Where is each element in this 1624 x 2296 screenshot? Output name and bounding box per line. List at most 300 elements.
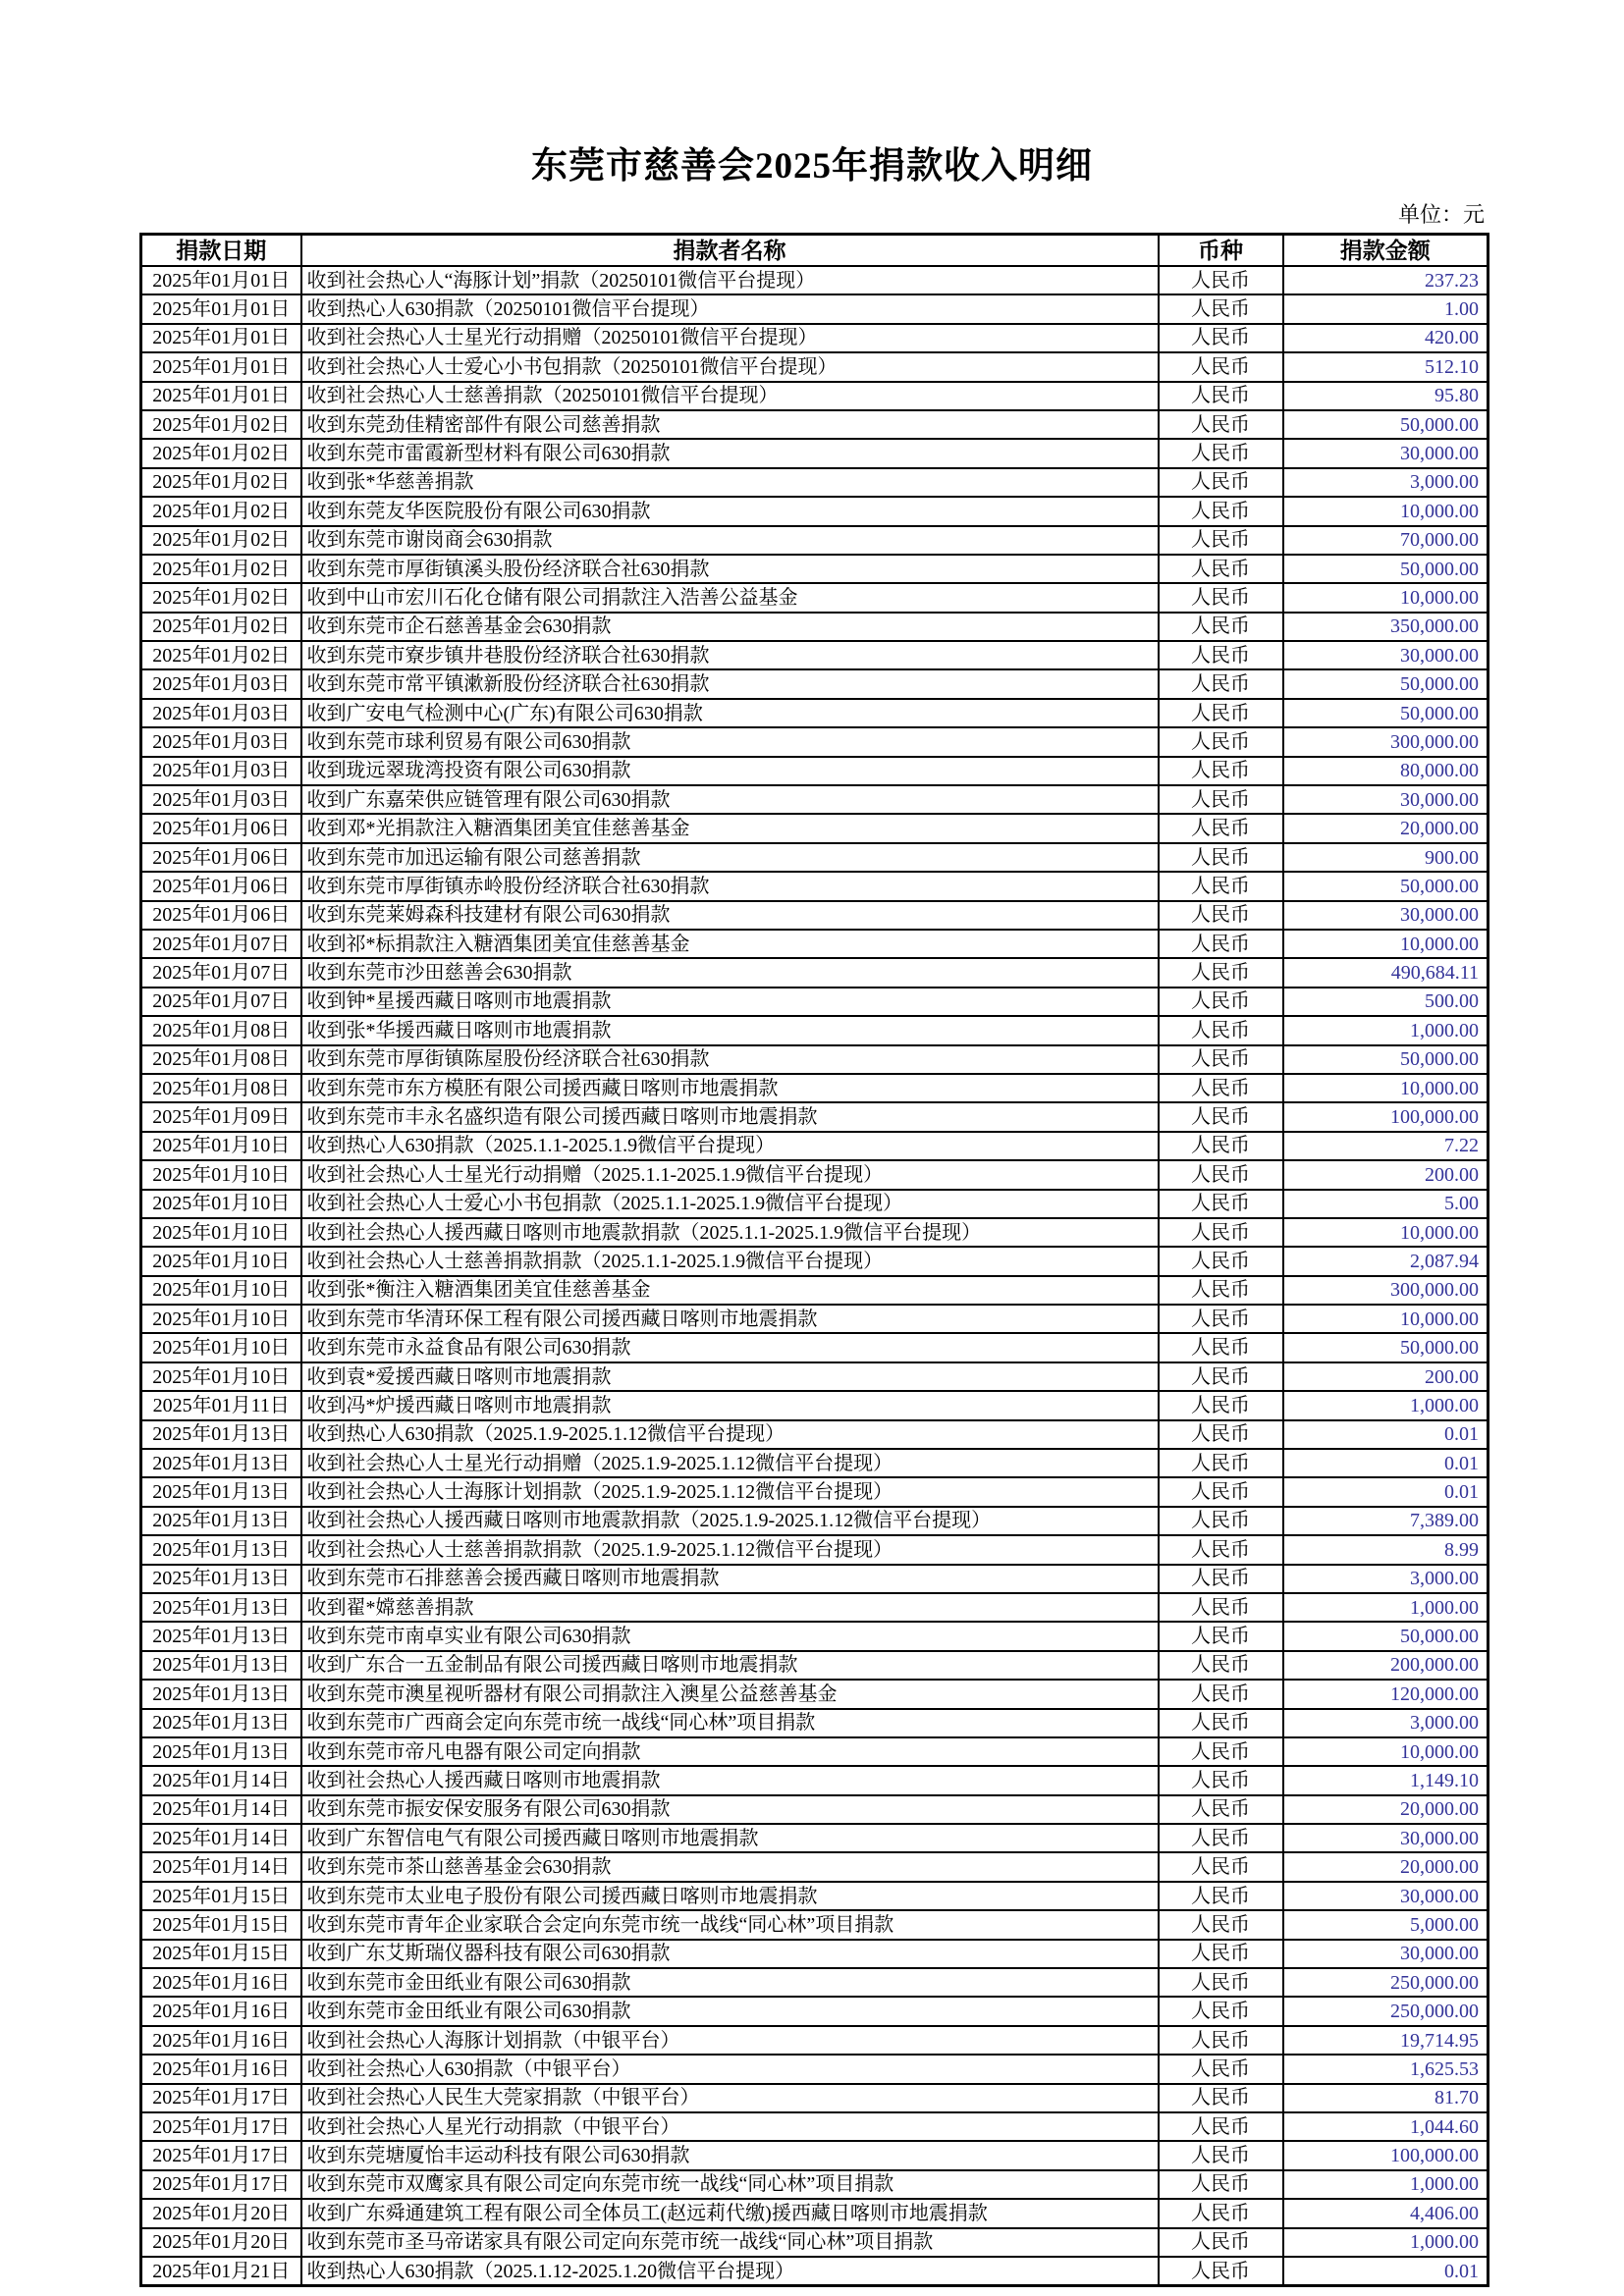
table-row bbox=[141, 1449, 1489, 1477]
amount-cell: 50,000.00 bbox=[1283, 1045, 1489, 1074]
table-row bbox=[141, 1709, 1489, 1737]
table-row bbox=[141, 324, 1489, 352]
currency-cell: 人民币 bbox=[1159, 2257, 1283, 2286]
donation-date-cell: 2025年01月16日 bbox=[141, 2026, 301, 2055]
donor-name-cell: 收到东莞市永益食品有限公司630捐款 bbox=[301, 1333, 1159, 1362]
donor-name-cell: 收到东莞市常平镇漱新股份经济联合社630捐款 bbox=[301, 669, 1159, 698]
currency-cell: 人民币 bbox=[1159, 526, 1283, 555]
table-row bbox=[141, 958, 1489, 987]
column-header-donation-date: 捐款日期 bbox=[141, 235, 301, 267]
donation-date-cell: 2025年01月08日 bbox=[141, 1016, 301, 1044]
amount-cell: 10,000.00 bbox=[1283, 583, 1489, 612]
donor-name-cell: 收到东莞市南卓实业有限公司630捐款 bbox=[301, 1622, 1159, 1650]
donation-date-cell: 2025年01月10日 bbox=[141, 1190, 301, 1218]
currency-cell: 人民币 bbox=[1159, 2199, 1283, 2227]
donor-name-cell: 收到东莞市沙田慈善会630捐款 bbox=[301, 958, 1159, 987]
amount-cell: 1,000.00 bbox=[1283, 1593, 1489, 1622]
currency-cell: 人民币 bbox=[1159, 843, 1283, 872]
donation-date-cell: 2025年01月02日 bbox=[141, 497, 301, 525]
donor-name-cell: 收到社会热心人士慈善捐款（20250101微信平台提现） bbox=[301, 382, 1159, 410]
donor-name-cell: 收到广东舜通建筑工程有限公司全体员工(赵远莉代缴)援西藏日喀则市地震捐款 bbox=[301, 2199, 1159, 2227]
currency-cell: 人民币 bbox=[1159, 1016, 1283, 1044]
donor-name-cell: 收到东莞市圣马帝诺家具有限公司定向东莞市统一战线“同心林”项目捐款 bbox=[301, 2228, 1159, 2257]
currency-cell: 人民币 bbox=[1159, 1276, 1283, 1305]
amount-cell: 350,000.00 bbox=[1283, 613, 1489, 641]
donor-name-cell: 收到社会热心人630捐款（中银平台） bbox=[301, 2055, 1159, 2083]
amount-cell: 1,000.00 bbox=[1283, 2170, 1489, 2199]
amount-cell: 50,000.00 bbox=[1283, 555, 1489, 583]
currency-cell: 人民币 bbox=[1159, 1535, 1283, 1564]
table-row bbox=[141, 1997, 1489, 2025]
amount-cell: 0.01 bbox=[1283, 1420, 1489, 1449]
amount-cell: 1,149.10 bbox=[1283, 1766, 1489, 1794]
donation-date-cell: 2025年01月02日 bbox=[141, 641, 301, 669]
amount-cell: 1,625.53 bbox=[1283, 2055, 1489, 2083]
amount-cell: 95.80 bbox=[1283, 382, 1489, 410]
currency-cell: 人民币 bbox=[1159, 2228, 1283, 2257]
amount-cell: 10,000.00 bbox=[1283, 930, 1489, 958]
donor-name-cell: 收到社会热心人星光行动捐款（中银平台） bbox=[301, 2112, 1159, 2141]
currency-cell: 人民币 bbox=[1159, 930, 1283, 958]
donation-date-cell: 2025年01月07日 bbox=[141, 988, 301, 1016]
table-row bbox=[141, 2199, 1489, 2227]
donation-date-cell: 2025年01月10日 bbox=[141, 1362, 301, 1391]
donor-name-cell: 收到袁*爱援西藏日喀则市地震捐款 bbox=[301, 1362, 1159, 1391]
table-row bbox=[141, 1593, 1489, 1622]
donation-date-cell: 2025年01月13日 bbox=[141, 1622, 301, 1650]
donation-date-cell: 2025年01月15日 bbox=[141, 1882, 301, 1910]
donation-table bbox=[139, 233, 1489, 2287]
donation-date-cell: 2025年01月10日 bbox=[141, 1276, 301, 1305]
table-row bbox=[141, 1940, 1489, 1968]
donation-date-cell: 2025年01月10日 bbox=[141, 1132, 301, 1160]
donor-name-cell: 收到社会热心人士慈善捐款捐款（2025.1.9-2025.1.12微信平台提现） bbox=[301, 1535, 1159, 1564]
table-row bbox=[141, 1882, 1489, 1910]
table-row bbox=[141, 814, 1489, 842]
table-row bbox=[141, 266, 1489, 294]
donor-name-cell: 收到珑远翠珑湾投资有限公司630捐款 bbox=[301, 757, 1159, 785]
table-row bbox=[141, 1160, 1489, 1189]
donation-date-cell: 2025年01月10日 bbox=[141, 1247, 301, 1275]
currency-cell: 人民币 bbox=[1159, 1593, 1283, 1622]
table-row bbox=[141, 2257, 1489, 2286]
table-row bbox=[141, 2026, 1489, 2055]
amount-cell: 1,044.60 bbox=[1283, 2112, 1489, 2141]
donation-date-cell: 2025年01月03日 bbox=[141, 757, 301, 785]
donation-date-cell: 2025年01月13日 bbox=[141, 1565, 301, 1593]
donation-date-cell: 2025年01月17日 bbox=[141, 2084, 301, 2112]
currency-cell: 人民币 bbox=[1159, 613, 1283, 641]
donation-date-cell: 2025年01月01日 bbox=[141, 324, 301, 352]
donor-name-cell: 收到东莞市加迅运输有限公司慈善捐款 bbox=[301, 843, 1159, 872]
table-row bbox=[141, 843, 1489, 872]
donation-date-cell: 2025年01月15日 bbox=[141, 1940, 301, 1968]
donation-date-cell: 2025年01月15日 bbox=[141, 1910, 301, 1939]
donation-date-cell: 2025年01月10日 bbox=[141, 1160, 301, 1189]
table-row bbox=[141, 1795, 1489, 1824]
donor-name-cell: 收到社会热心人士海豚计划捐款（2025.1.9-2025.1.12微信平台提现） bbox=[301, 1477, 1159, 1506]
donor-name-cell: 收到东莞市金田纸业有限公司630捐款 bbox=[301, 1968, 1159, 1997]
amount-cell: 900.00 bbox=[1283, 843, 1489, 872]
table-row bbox=[141, 1651, 1489, 1680]
donation-date-cell: 2025年01月10日 bbox=[141, 1218, 301, 1247]
amount-cell: 10,000.00 bbox=[1283, 1737, 1489, 1766]
donor-name-cell: 收到广安电气检测中心(广东)有限公司630捐款 bbox=[301, 699, 1159, 727]
donation-date-cell: 2025年01月20日 bbox=[141, 2199, 301, 2227]
donor-name-cell: 收到社会热心人士星光行动捐赠（2025.1.9-2025.1.12微信平台提现） bbox=[301, 1449, 1159, 1477]
currency-cell: 人民币 bbox=[1159, 1247, 1283, 1275]
table-row bbox=[141, 901, 1489, 930]
donation-date-cell: 2025年01月03日 bbox=[141, 699, 301, 727]
table-row bbox=[141, 1507, 1489, 1535]
donor-name-cell: 收到东莞市广西商会定向东莞市统一战线“同心林”项目捐款 bbox=[301, 1709, 1159, 1737]
currency-cell: 人民币 bbox=[1159, 382, 1283, 410]
amount-cell: 1,000.00 bbox=[1283, 2228, 1489, 2257]
donation-date-cell: 2025年01月01日 bbox=[141, 266, 301, 294]
currency-cell: 人民币 bbox=[1159, 410, 1283, 439]
currency-cell: 人民币 bbox=[1159, 2170, 1283, 2199]
table-row bbox=[141, 613, 1489, 641]
currency-cell: 人民币 bbox=[1159, 814, 1283, 842]
donor-name-cell: 收到张*华援西藏日喀则市地震捐款 bbox=[301, 1016, 1159, 1044]
table-row bbox=[141, 468, 1489, 497]
currency-cell: 人民币 bbox=[1159, 266, 1283, 294]
amount-cell: 120,000.00 bbox=[1283, 1680, 1489, 1708]
table-row bbox=[141, 1102, 1489, 1131]
currency-cell: 人民币 bbox=[1159, 2026, 1283, 2055]
donation-date-cell: 2025年01月13日 bbox=[141, 1477, 301, 1506]
amount-cell: 10,000.00 bbox=[1283, 1218, 1489, 1247]
table-row bbox=[141, 785, 1489, 814]
amount-cell: 1,000.00 bbox=[1283, 1016, 1489, 1044]
amount-cell: 512.10 bbox=[1283, 352, 1489, 381]
amount-cell: 0.01 bbox=[1283, 1477, 1489, 1506]
donor-name-cell: 收到东莞市谢岗商会630捐款 bbox=[301, 526, 1159, 555]
donor-name-cell: 收到东莞市双鹰家具有限公司定向东莞市统一战线“同心林”项目捐款 bbox=[301, 2170, 1159, 2199]
donor-name-cell: 收到东莞市球利贸易有限公司630捐款 bbox=[301, 727, 1159, 756]
donation-date-cell: 2025年01月02日 bbox=[141, 468, 301, 497]
amount-cell: 237.23 bbox=[1283, 266, 1489, 294]
amount-cell: 20,000.00 bbox=[1283, 1795, 1489, 1824]
currency-cell: 人民币 bbox=[1159, 1709, 1283, 1737]
donor-name-cell: 收到东莞市厚街镇溪头股份经济联合社630捐款 bbox=[301, 555, 1159, 583]
currency-cell: 人民币 bbox=[1159, 1651, 1283, 1680]
donor-name-cell: 收到东莞友华医院股份有限公司630捐款 bbox=[301, 497, 1159, 525]
amount-cell: 50,000.00 bbox=[1283, 699, 1489, 727]
amount-cell: 10,000.00 bbox=[1283, 1305, 1489, 1333]
currency-cell: 人民币 bbox=[1159, 1218, 1283, 1247]
donation-date-cell: 2025年01月14日 bbox=[141, 1795, 301, 1824]
donor-name-cell: 收到社会热心人士爱心小书包捐款（2025.1.1-2025.1.9微信平台提现） bbox=[301, 1190, 1159, 1218]
donor-name-cell: 收到东莞市振安保安服务有限公司630捐款 bbox=[301, 1795, 1159, 1824]
amount-cell: 7.22 bbox=[1283, 1132, 1489, 1160]
currency-cell: 人民币 bbox=[1159, 1852, 1283, 1881]
amount-cell: 3,000.00 bbox=[1283, 1709, 1489, 1737]
donation-table-body bbox=[141, 266, 1489, 2286]
donation-date-cell: 2025年01月02日 bbox=[141, 583, 301, 612]
table-row bbox=[141, 2055, 1489, 2083]
donor-name-cell: 收到东莞市寮步镇井巷股份经济联合社630捐款 bbox=[301, 641, 1159, 669]
donation-date-cell: 2025年01月01日 bbox=[141, 294, 301, 323]
table-row bbox=[141, 2112, 1489, 2141]
currency-cell: 人民币 bbox=[1159, 901, 1283, 930]
donor-name-cell: 收到冯*炉援西藏日喀则市地震捐款 bbox=[301, 1391, 1159, 1419]
header-row bbox=[141, 235, 1489, 267]
currency-cell: 人民币 bbox=[1159, 1968, 1283, 1997]
donation-date-cell: 2025年01月02日 bbox=[141, 526, 301, 555]
currency-cell: 人民币 bbox=[1159, 1565, 1283, 1593]
table-row bbox=[141, 1737, 1489, 1766]
amount-cell: 0.01 bbox=[1283, 1449, 1489, 1477]
donor-name-cell: 收到东莞市澳星视听器材有限公司捐款注入澳星公益慈善基金 bbox=[301, 1680, 1159, 1708]
table-row bbox=[141, 1680, 1489, 1708]
unit-label: 单位：元 bbox=[1397, 202, 1485, 227]
currency-cell: 人民币 bbox=[1159, 872, 1283, 900]
amount-cell: 50,000.00 bbox=[1283, 872, 1489, 900]
table-row bbox=[141, 1190, 1489, 1218]
currency-cell: 人民币 bbox=[1159, 1507, 1283, 1535]
table-row bbox=[141, 1305, 1489, 1333]
currency-cell: 人民币 bbox=[1159, 1882, 1283, 1910]
currency-cell: 人民币 bbox=[1159, 352, 1283, 381]
donor-name-cell: 收到广东智信电气有限公司援西藏日喀则市地震捐款 bbox=[301, 1824, 1159, 1852]
donation-date-cell: 2025年01月13日 bbox=[141, 1651, 301, 1680]
donation-date-cell: 2025年01月03日 bbox=[141, 669, 301, 698]
donor-name-cell: 收到广东合一五金制品有限公司援西藏日喀则市地震捐款 bbox=[301, 1651, 1159, 1680]
currency-cell: 人民币 bbox=[1159, 439, 1283, 467]
donation-date-cell: 2025年01月13日 bbox=[141, 1709, 301, 1737]
donation-date-cell: 2025年01月13日 bbox=[141, 1420, 301, 1449]
donation-date-cell: 2025年01月13日 bbox=[141, 1680, 301, 1708]
donation-date-cell: 2025年01月01日 bbox=[141, 352, 301, 381]
amount-cell: 420.00 bbox=[1283, 324, 1489, 352]
donor-name-cell: 收到东莞市太业电子股份有限公司援西藏日喀则市地震捐款 bbox=[301, 1882, 1159, 1910]
donor-name-cell: 收到东莞市茶山慈善基金会630捐款 bbox=[301, 1852, 1159, 1881]
donation-date-cell: 2025年01月08日 bbox=[141, 1074, 301, 1102]
currency-cell: 人民币 bbox=[1159, 757, 1283, 785]
column-header-donation-amount: 捐款金额 bbox=[1283, 235, 1489, 267]
amount-cell: 1,000.00 bbox=[1283, 1391, 1489, 1419]
amount-cell: 20,000.00 bbox=[1283, 814, 1489, 842]
donation-date-cell: 2025年01月07日 bbox=[141, 930, 301, 958]
donation-date-cell: 2025年01月16日 bbox=[141, 1968, 301, 1997]
table-row bbox=[141, 410, 1489, 439]
currency-cell: 人民币 bbox=[1159, 2141, 1283, 2169]
currency-cell: 人民币 bbox=[1159, 2112, 1283, 2141]
amount-cell: 7,389.00 bbox=[1283, 1507, 1489, 1535]
currency-cell: 人民币 bbox=[1159, 1074, 1283, 1102]
currency-cell: 人民币 bbox=[1159, 1045, 1283, 1074]
donor-name-cell: 收到东莞市金田纸业有限公司630捐款 bbox=[301, 1997, 1159, 2025]
currency-cell: 人民币 bbox=[1159, 1795, 1283, 1824]
donor-name-cell: 收到张*华慈善捐款 bbox=[301, 468, 1159, 497]
donor-name-cell: 收到广东嘉荣供应链管理有限公司630捐款 bbox=[301, 785, 1159, 814]
donation-date-cell: 2025年01月02日 bbox=[141, 410, 301, 439]
amount-cell: 5,000.00 bbox=[1283, 1910, 1489, 1939]
amount-cell: 30,000.00 bbox=[1283, 1940, 1489, 1968]
donation-date-cell: 2025年01月03日 bbox=[141, 785, 301, 814]
donation-date-cell: 2025年01月02日 bbox=[141, 439, 301, 467]
currency-cell: 人民币 bbox=[1159, 958, 1283, 987]
donor-name-cell: 收到东莞市厚街镇赤岭股份经济联合社630捐款 bbox=[301, 872, 1159, 900]
donation-date-cell: 2025年01月06日 bbox=[141, 814, 301, 842]
currency-cell: 人民币 bbox=[1159, 727, 1283, 756]
amount-cell: 4,406.00 bbox=[1283, 2199, 1489, 2227]
table-row bbox=[141, 1910, 1489, 1939]
donor-name-cell: 收到社会热心人士慈善捐款捐款（2025.1.1-2025.1.9微信平台提现） bbox=[301, 1247, 1159, 1275]
amount-cell: 0.01 bbox=[1283, 2257, 1489, 2286]
donor-name-cell: 收到东莞市东方模胚有限公司援西藏日喀则市地震捐款 bbox=[301, 1074, 1159, 1102]
donation-date-cell: 2025年01月09日 bbox=[141, 1102, 301, 1131]
donor-name-cell: 收到钟*星援西藏日喀则市地震捐款 bbox=[301, 988, 1159, 1016]
table-row bbox=[141, 2084, 1489, 2112]
currency-cell: 人民币 bbox=[1159, 468, 1283, 497]
donation-date-cell: 2025年01月10日 bbox=[141, 1305, 301, 1333]
amount-cell: 2,087.94 bbox=[1283, 1247, 1489, 1275]
donation-date-cell: 2025年01月06日 bbox=[141, 901, 301, 930]
table-row bbox=[141, 1766, 1489, 1794]
currency-cell: 人民币 bbox=[1159, 1132, 1283, 1160]
donor-name-cell: 收到东莞市企石慈善基金会630捐款 bbox=[301, 613, 1159, 641]
donor-name-cell: 收到东莞市华清环保工程有限公司援西藏日喀则市地震捐款 bbox=[301, 1305, 1159, 1333]
amount-cell: 10,000.00 bbox=[1283, 1074, 1489, 1102]
amount-cell: 81.70 bbox=[1283, 2084, 1489, 2112]
donor-name-cell: 收到热心人630捐款（2025.1.9-2025.1.12微信平台提现） bbox=[301, 1420, 1159, 1449]
currency-cell: 人民币 bbox=[1159, 1362, 1283, 1391]
donor-name-cell: 收到东莞市丰永名盛织造有限公司援西藏日喀则市地震捐款 bbox=[301, 1102, 1159, 1131]
donor-name-cell: 收到社会热心人士星光行动捐赠（2025.1.1-2025.1.9微信平台提现） bbox=[301, 1160, 1159, 1189]
amount-cell: 30,000.00 bbox=[1283, 1824, 1489, 1852]
donor-name-cell: 收到社会热心人援西藏日喀则市地震捐款 bbox=[301, 1766, 1159, 1794]
amount-cell: 3,000.00 bbox=[1283, 468, 1489, 497]
donation-date-cell: 2025年01月14日 bbox=[141, 1766, 301, 1794]
amount-cell: 70,000.00 bbox=[1283, 526, 1489, 555]
table-row bbox=[141, 1074, 1489, 1102]
amount-cell: 30,000.00 bbox=[1283, 439, 1489, 467]
table-row bbox=[141, 727, 1489, 756]
donor-name-cell: 收到东莞莱姆森科技建材有限公司630捐款 bbox=[301, 901, 1159, 930]
amount-cell: 200.00 bbox=[1283, 1160, 1489, 1189]
donor-name-cell: 收到东莞塘厦怡丰运动科技有限公司630捐款 bbox=[301, 2141, 1159, 2169]
donation-date-cell: 2025年01月08日 bbox=[141, 1045, 301, 1074]
donor-name-cell: 收到社会热心人海豚计划捐款（中银平台） bbox=[301, 2026, 1159, 2055]
currency-cell: 人民币 bbox=[1159, 2055, 1283, 2083]
donation-date-cell: 2025年01月11日 bbox=[141, 1391, 301, 1419]
donation-date-cell: 2025年01月02日 bbox=[141, 555, 301, 583]
table-row bbox=[141, 352, 1489, 381]
amount-cell: 50,000.00 bbox=[1283, 669, 1489, 698]
donation-date-cell: 2025年01月21日 bbox=[141, 2257, 301, 2286]
donation-date-cell: 2025年01月14日 bbox=[141, 1852, 301, 1881]
donation-date-cell: 2025年01月17日 bbox=[141, 2112, 301, 2141]
donation-date-cell: 2025年01月06日 bbox=[141, 872, 301, 900]
table-row bbox=[141, 699, 1489, 727]
table-row bbox=[141, 497, 1489, 525]
donor-name-cell: 收到热心人630捐款（2025.1.1-2025.1.9微信平台提现） bbox=[301, 1132, 1159, 1160]
donation-date-cell: 2025年01月20日 bbox=[141, 2228, 301, 2257]
currency-cell: 人民币 bbox=[1159, 2084, 1283, 2112]
column-header-donor-name: 捐款者名称 bbox=[301, 235, 1159, 267]
donation-date-cell: 2025年01月17日 bbox=[141, 2141, 301, 2169]
donor-name-cell: 收到东莞市雷霞新型材料有限公司630捐款 bbox=[301, 439, 1159, 467]
table-row bbox=[141, 2228, 1489, 2257]
donor-name-cell: 收到邓*光捐款注入糖酒集团美宜佳慈善基金 bbox=[301, 814, 1159, 842]
donation-date-cell: 2025年01月13日 bbox=[141, 1535, 301, 1564]
table-row bbox=[141, 1565, 1489, 1593]
currency-cell: 人民币 bbox=[1159, 1766, 1283, 1794]
amount-cell: 30,000.00 bbox=[1283, 785, 1489, 814]
amount-cell: 20,000.00 bbox=[1283, 1852, 1489, 1881]
donor-name-cell: 收到祁*标捐款注入糖酒集团美宜佳慈善基金 bbox=[301, 930, 1159, 958]
table-row bbox=[141, 1045, 1489, 1074]
donation-date-cell: 2025年01月16日 bbox=[141, 1997, 301, 2025]
table-row bbox=[141, 988, 1489, 1016]
donation-date-cell: 2025年01月16日 bbox=[141, 2055, 301, 2083]
table-row bbox=[141, 1477, 1489, 1506]
currency-cell: 人民币 bbox=[1159, 1940, 1283, 1968]
donor-name-cell: 收到东莞市帝凡电器有限公司定向捐款 bbox=[301, 1737, 1159, 1766]
table-row bbox=[141, 2170, 1489, 2199]
table-row bbox=[141, 930, 1489, 958]
currency-cell: 人民币 bbox=[1159, 1102, 1283, 1131]
currency-cell: 人民币 bbox=[1159, 497, 1283, 525]
currency-cell: 人民币 bbox=[1159, 1160, 1283, 1189]
amount-cell: 300,000.00 bbox=[1283, 1276, 1489, 1305]
donation-date-cell: 2025年01月17日 bbox=[141, 2170, 301, 2199]
table-row bbox=[141, 872, 1489, 900]
donor-name-cell: 收到社会热心人民生大莞家捐款（中银平台） bbox=[301, 2084, 1159, 2112]
donation-date-cell: 2025年01月10日 bbox=[141, 1333, 301, 1362]
amount-cell: 250,000.00 bbox=[1283, 1997, 1489, 2025]
donation-date-cell: 2025年01月07日 bbox=[141, 958, 301, 987]
currency-cell: 人民币 bbox=[1159, 641, 1283, 669]
currency-cell: 人民币 bbox=[1159, 669, 1283, 698]
amount-cell: 30,000.00 bbox=[1283, 901, 1489, 930]
table-row bbox=[141, 583, 1489, 612]
table-row bbox=[141, 1218, 1489, 1247]
amount-cell: 500.00 bbox=[1283, 988, 1489, 1016]
donation-date-cell: 2025年01月13日 bbox=[141, 1737, 301, 1766]
donation-date-cell: 2025年01月06日 bbox=[141, 843, 301, 872]
currency-cell: 人民币 bbox=[1159, 1391, 1283, 1419]
currency-cell: 人民币 bbox=[1159, 324, 1283, 352]
table-row bbox=[141, 1391, 1489, 1419]
table-row bbox=[141, 1824, 1489, 1852]
donation-date-cell: 2025年01月13日 bbox=[141, 1593, 301, 1622]
currency-cell: 人民币 bbox=[1159, 1420, 1283, 1449]
amount-cell: 50,000.00 bbox=[1283, 1622, 1489, 1650]
donor-name-cell: 收到东莞劲佳精密部件有限公司慈善捐款 bbox=[301, 410, 1159, 439]
amount-cell: 250,000.00 bbox=[1283, 1968, 1489, 1997]
amount-cell: 50,000.00 bbox=[1283, 410, 1489, 439]
currency-cell: 人民币 bbox=[1159, 1190, 1283, 1218]
column-header-currency: 币种 bbox=[1159, 235, 1283, 267]
amount-cell: 200.00 bbox=[1283, 1362, 1489, 1391]
table-row bbox=[141, 1247, 1489, 1275]
table-row bbox=[141, 439, 1489, 467]
currency-cell: 人民币 bbox=[1159, 1305, 1283, 1333]
donation-date-cell: 2025年01月02日 bbox=[141, 613, 301, 641]
table-row bbox=[141, 1420, 1489, 1449]
table-row bbox=[141, 1535, 1489, 1564]
donation-date-cell: 2025年01月01日 bbox=[141, 382, 301, 410]
table-row bbox=[141, 382, 1489, 410]
table-row bbox=[141, 1622, 1489, 1650]
amount-cell: 100,000.00 bbox=[1283, 2141, 1489, 2169]
table-row bbox=[141, 1132, 1489, 1160]
currency-cell: 人民币 bbox=[1159, 1333, 1283, 1362]
donation-date-cell: 2025年01月13日 bbox=[141, 1507, 301, 1535]
